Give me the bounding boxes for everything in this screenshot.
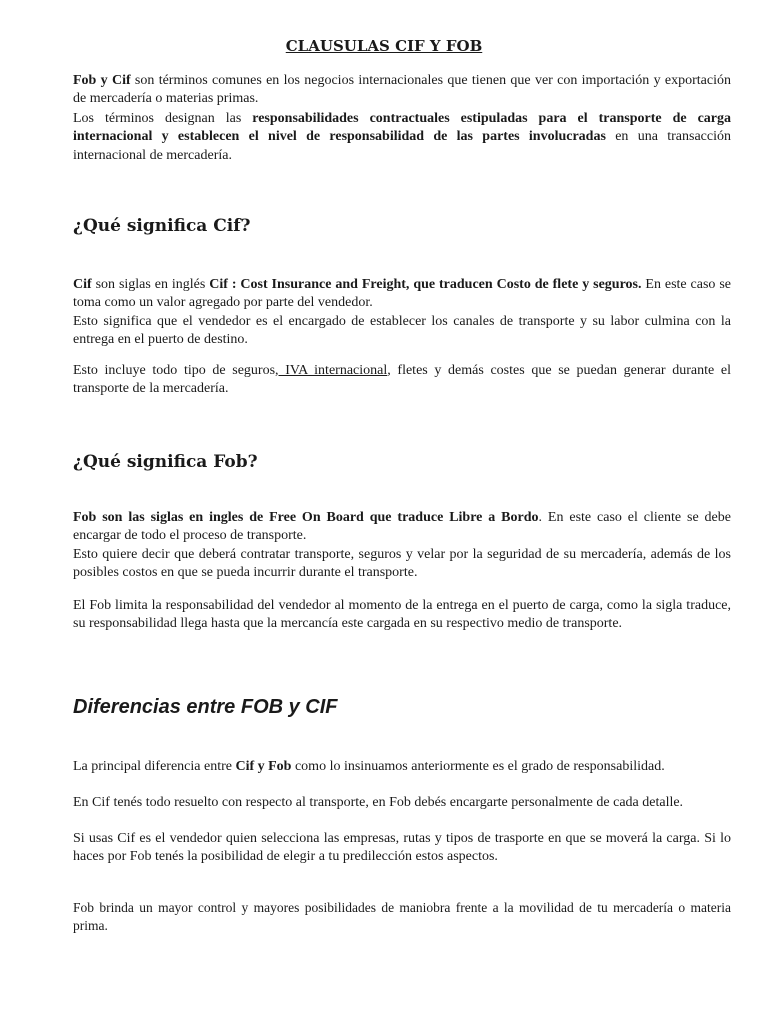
fob-paragraph-2: Esto quiere decir que deberá contratar transporte, seguros y velar por la seguridad de su mercadería, además de los posibles costos en que se pueda incurrir durante el transporte. [73,547,731,581]
cif-heading: ¿Qué significa Cif? [73,216,251,236]
diff-p1-end: como lo insinuamos anteriormente es el grado de responsabilidad. [291,759,665,774]
cif-p3-start: Esto incluye todo tipo de seguros [73,363,276,378]
diff-paragraph-3: Si usas Cif es el vendedor quien selecciona las empresas, rutas y tipos de trasporte en que se moverá la carga. Si lo haces por Fob tenés la posibilidad de elegir a tu predilección estos aspectos. [73,831,731,865]
cif-paragraph-1 [73,276,731,313]
fob-p1-rest: . En este caso el cliente se debe encargar de todo el proceso de transporte. [73,510,731,544]
diff-paragraph-2: En Cif tenés todo resuelto con respecto al transporte, en Fob debés encargarte personalmente de cada detalle. [73,795,684,810]
fob-paragraph-3: El Fob limita la responsabilidad del vendedor al momento de la entrega en el puerto de carga, como la sigla traduce, su responsabilidad llega hasta que la mercancía este cargada en su respectivo medio de transporte. [73,598,731,632]
intro-p2-end: en una transacción internacional de mercadería. [73,129,731,163]
intro-paragraph-2 [73,110,731,165]
diff-paragraph-1 [73,758,731,776]
cif-p3-end: , fletes y demás costes que se puedan generar durante el transporte de la mercadería. [73,363,731,397]
cif-text-2: En este caso se toma como un valor agregado por parte del vendedor. [73,277,732,311]
document-title: CLAUSULAS CIF Y FOB [285,37,483,55]
iva-internacional-link[interactable]: , IVA internacional [275,363,388,378]
intro-p2-bold: responsabilidades contractuales estipuladas para el transporte de carga internacional y establecen el nivel de responsabilidad de las partes involucradas [73,111,731,145]
fob-heading: ¿Qué significa Fob? [73,452,258,472]
intro-text: son términos comunes en los negocios internacionales que tienen que ver con importación y exportación de mercadería o materias primas. [73,73,732,107]
intro-p2-start: Los términos designan las [73,111,253,126]
cif-bold-1: Cif [73,277,92,292]
cif-paragraph-2: Esto significa que el vendedor es el encargado de establecer los canales de transporte y su labor culmina con la entrega en el puerto de destino. [73,314,731,348]
cif-text-1: son siglas en inglés [91,277,210,292]
intro-paragraph-1 [73,72,731,109]
fob-bold: Fob son las siglas en ingles de Free On Board que traduce Libre a Bordo [73,510,539,525]
diff-p1-start: La principal diferencia entre [73,759,236,774]
cif-paragraph-3 [73,362,731,399]
intro-bold: Fob y Cif [73,73,131,88]
diff-bold: Cif y Fob [235,759,292,774]
diff-heading: Diferencias entre FOB y CIF [73,696,338,718]
cif-bold-2: Cif : Cost Insurance and Freight, que traducen Costo de flete y seguros. [209,277,642,292]
diff-paragraph-4: Fob brinda un mayor control y mayores posibilidades de maniobra frente a la movilidad de tu mercadería o materia prima. [73,900,731,934]
fob-paragraph-1 [73,509,731,546]
